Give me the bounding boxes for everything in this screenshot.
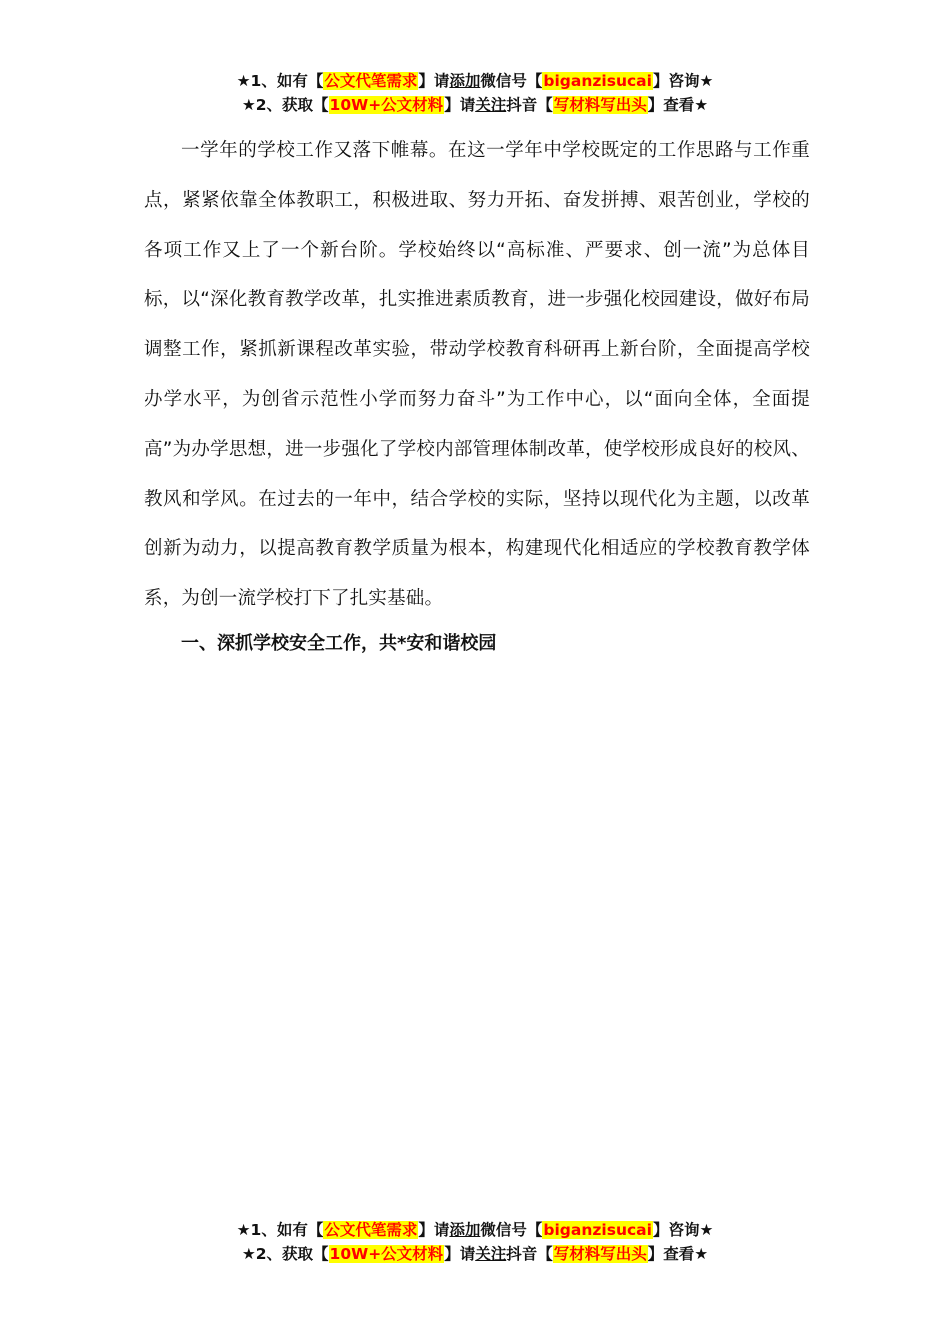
ad-underlined: 添加 (449, 72, 481, 90)
ad-text: 】查看★ (647, 96, 709, 114)
ad-highlight: 写材料写出头 (553, 1245, 647, 1263)
body-paragraph: 一学年的学校工作又落下帷幕。在这一学年中学校既定的工作思路与工作重点，紧紧依靠全体教职工，积极进取、努力开拓、奋发拼搏、艰苦创业，学校的各项工作又上了一个新台阶。学校始终以“高标准、严要求、创一流”为总体目标，以“深化教育教学改革，扎实推进素质教育，进一步强化校园建设，做好布局调整工作，紧抓新课程改革实验，带动学校教育科研再上新台阶，全面提高学校办学水平，为创省示范性小学而努力奋斗”为工作中心，以“面向全体，全面提高”为办学思想，进一步强化了学校内部管理体制改革，使学校形成良好的校风、教风和学风。在过去的一年中，结合学校的实际，坚持以现代化为主题，以改革创新为动力，以提高教育教学质量为根本，构建现代化相适应的学校教育教学体系，为创一流学校打下了扎实基础。 (144, 140, 810, 610)
header-ad (0, 69, 950, 117)
ad-text: 】请 (418, 1221, 450, 1239)
ad-text: 】请 (444, 1245, 476, 1263)
ad-text: 】请 (418, 72, 450, 90)
ad-highlight: 写材料写出头 (553, 96, 647, 114)
ad-text: 抖音【 (506, 96, 553, 114)
ad-text: 抖音【 (506, 1245, 553, 1263)
ad-text: 】请 (444, 96, 476, 114)
ad-text: 微信号【 (480, 72, 543, 90)
ad-highlight: 10W+公文材料 (329, 96, 444, 114)
ad-text: ★2、获取【 (241, 1245, 329, 1263)
ad-underlined: 添加 (449, 1221, 481, 1239)
ad-text: 微信号【 (480, 1221, 543, 1239)
ad-text: 】咨询★ (652, 72, 714, 90)
ad-underlined: 关注 (475, 96, 507, 114)
section-heading: 一、深抓学校安全工作，共*安和谐校园 (181, 633, 497, 654)
ad-highlight: 10W+公文材料 (329, 1245, 444, 1263)
ad-highlight: biganzisucai (543, 72, 652, 90)
ad-line-1 (0, 1218, 950, 1242)
ad-line-2 (0, 93, 950, 117)
ad-text: ★1、如有【 (236, 1221, 324, 1239)
ad-highlight: biganzisucai (543, 1221, 652, 1239)
ad-text: ★2、获取【 (241, 96, 329, 114)
ad-underlined: 关注 (475, 1245, 507, 1263)
ad-highlight: 公文代笔需求 (324, 1221, 418, 1239)
ad-text: 】查看★ (647, 1245, 709, 1263)
ad-text: 】咨询★ (652, 1221, 714, 1239)
ad-line-1 (0, 69, 950, 93)
footer-ad (0, 1218, 950, 1266)
ad-highlight: 公文代笔需求 (324, 72, 418, 90)
ad-text: ★1、如有【 (236, 72, 324, 90)
ad-line-2 (0, 1242, 950, 1266)
